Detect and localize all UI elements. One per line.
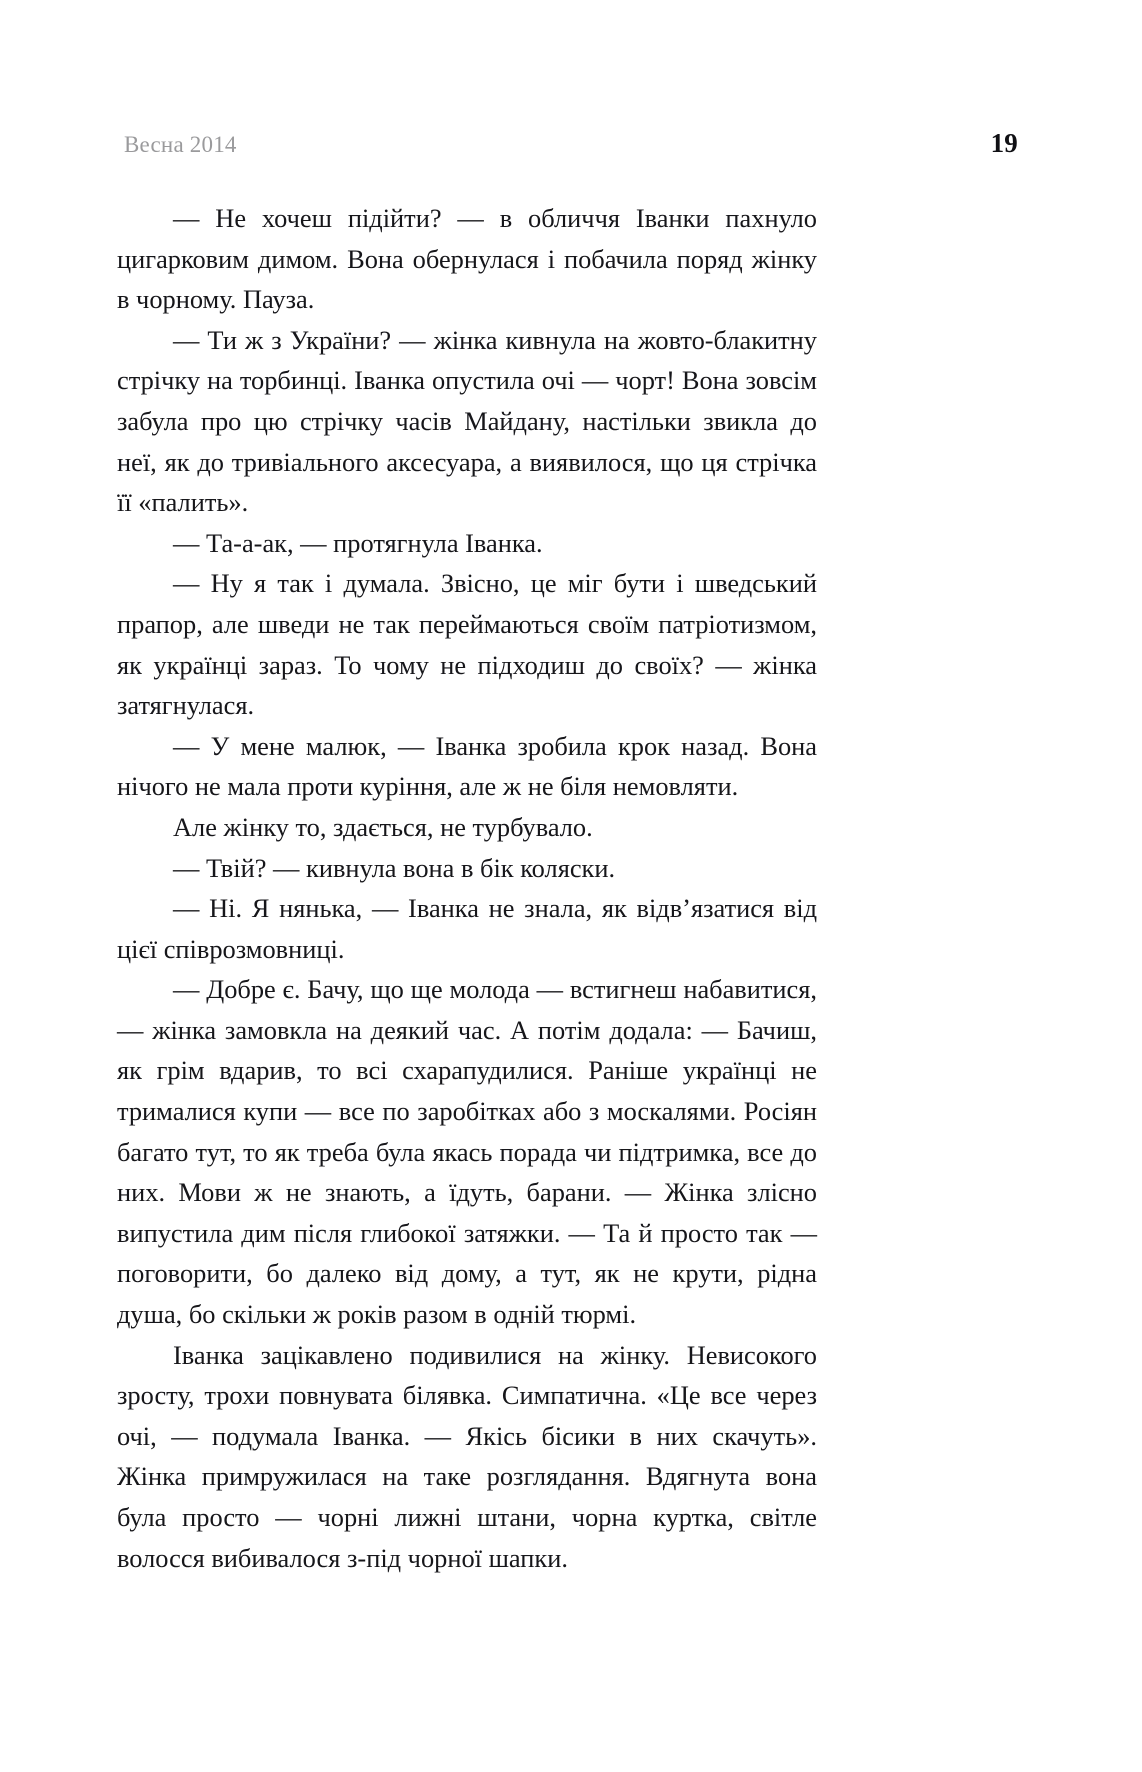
paragraph: — Та-а-ак, — протягнула Іванка. bbox=[173, 527, 543, 558]
paragraph: — Ти ж з України? — жінка кивнула на жовто-блакитну стрічку на торбинці. Іванка опустила очі — чорт! Вона зовсім забула про цю стрічку часів Майдану, настільки звикла до неї, як до тривіального аксесуара, а виявилося, що ця стрічка її «палить». bbox=[117, 324, 817, 518]
paragraph: — Добре є. Бачу, що ще молода — встигнеш набавитися, — жінка замовкла на деякий час. А потім додала: — Бачиш, як грім вдарив, то всі схарапудилися. Раніше українці не трималися купи — все по заробітках або з москалями. Росіян багато тут, то як треба була якась порада чи підтримка, все до них. Мови ж не знають, а їдуть, барани. — Жінка злісно випустила дим після глибокої затяжки. — Та й просто так — поговорити, бо далеко від дому, а тут, як не крути, рідна душа, бо скільки ж років разом в одній тюрмі. bbox=[117, 974, 817, 1330]
paragraph: — Не хочеш підійти? — в обличчя Іванки пахнуло цигарковим димом. Вона обернулася і побачила поряд жінку в чорному. Пауза. bbox=[117, 203, 817, 315]
paragraph: Іванка зацікавлено подивилися на жінку. Невисокого зросту, трохи повнувата білявка. Симпатична. «Це все через очі, — подумала Іванка. — Якісь бісики в них скачуть». Жінка примружилася на таке розглядання. Вдягнута вона була просто — чорні лижні штани, чорна куртка, світле волосся вибивалося з-під чорної шапки. bbox=[117, 1339, 817, 1573]
paragraph: Але жінку то, здається, не турбувало. bbox=[173, 811, 593, 842]
running-head-title: Весна 2014 bbox=[124, 132, 237, 157]
body-text bbox=[117, 198, 817, 1578]
running-head bbox=[124, 128, 1018, 162]
paragraph: — Ну я так і думала. Звісно, це міг бути і шведський прапор, але шведи не так переймаються своїм патріотизмом, як українці зараз. То чому не підходиш до своїх? — жінка затягнулася. bbox=[117, 568, 817, 721]
paragraph: — У мене малюк, — Іванка зробила крок назад. Вона нічого не мала проти куріння, але ж не біля немовляти. bbox=[117, 730, 817, 802]
paragraph: — Твій? — кивнула вона в бік коляски. bbox=[173, 852, 616, 883]
paragraph: — Ні. Я нянька, — Іванка не знала, як відв’язатися від цієї співрозмовниці. bbox=[117, 893, 817, 964]
page-number: 19 bbox=[990, 128, 1018, 158]
